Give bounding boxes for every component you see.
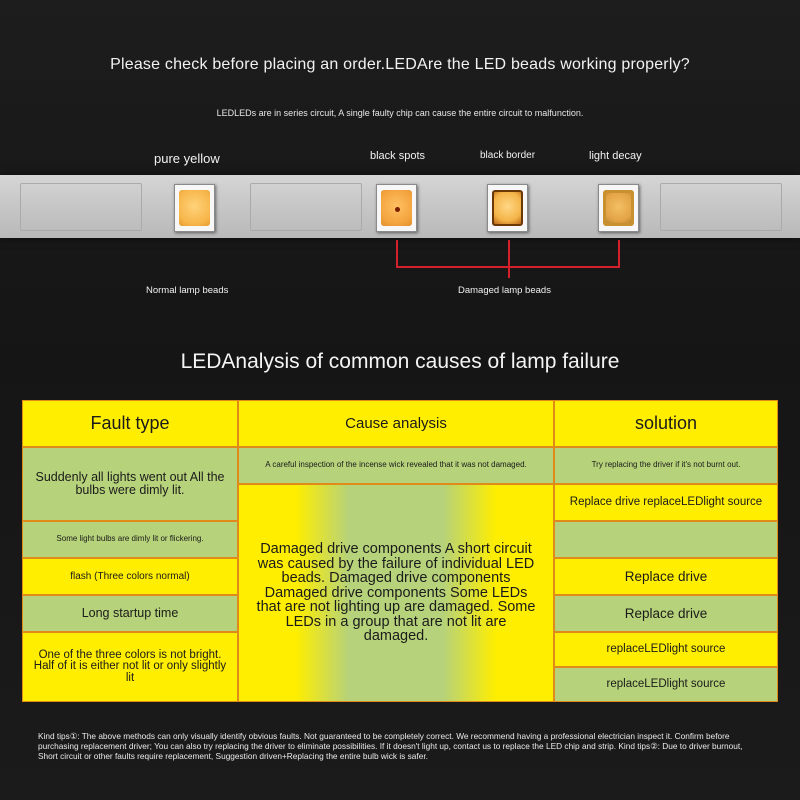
damaged-beads-note: Damaged lamp beads [458,285,551,296]
led-lens [179,190,210,226]
label-black-border: black border [480,150,536,161]
fault-cell: Long startup time [22,595,238,632]
bracket-line [508,240,510,268]
strip-trace [250,183,362,231]
fault-cell: Suddenly all lights went out All the bulbs were dimly lit. [22,447,238,521]
label-black-spots: black spots [370,150,426,162]
merged-cause-cell [238,484,554,702]
fault-cell: Some light bulbs are dimly lit or flickering. [22,521,238,558]
col-header-fault-type: Fault type [22,400,238,447]
bracket-line [618,240,620,268]
label-pure-yellow: pure yellow [154,151,220,166]
fault-table [22,400,778,702]
section-heading: LEDAnalysis of common causes of lamp failure [180,350,620,373]
cause-cell: A careful inspection of the incense wick revealed that it was not damaged. [238,447,554,484]
solution-cell: Replace drive replaceLEDlight source [554,484,778,521]
led-chip-normal [174,184,215,232]
solution-cell: Try replacing the driver if it's not burnt out. [554,447,778,484]
fault-cell: One of the three colors is not bright. Half of it is either not lit or only slightly lit [22,632,238,702]
led-lens [381,190,412,226]
col-header-cause-analysis: Cause analysis [238,400,554,447]
label-light-decay: light decay [589,150,642,162]
led-lens [492,190,523,226]
normal-beads-note: Normal lamp beads [146,285,229,296]
page-title: Please check before placing an order.LEDAre the LED beads working properly? [110,56,690,73]
page-subtitle: LEDLEDs are in series circuit, A single faulty chip can cause the entire circuit to malfunction. [216,108,584,118]
footer-tips: Kind tips①: The above methods can only visually identify obvious faults. Not guaranteed to be completely correct. We recommend having a professional electrician inspect it. Confirm before purchasing replacement driver; You can also try replacing the driver to eliminate possibilities. If it doesn't light up, contact us to replace the LED chip and strip. Kind tips②: Due to driver burnout, Short circuit or other faults require replacement, Suggestion driven+Replacing the entire bulb wick is safer. [38,731,743,761]
solution-cell [554,521,778,558]
strip-trace [660,183,782,231]
solution-cell: replaceLEDlight source [554,667,778,702]
led-chip-black-spots [376,184,417,232]
merged-cause-text: Damaged drive components A short circuit was caused by the failure of individual LED beads. Damaged drive components Damaged drive components Some LEDs that are not lighting up are damaged. Some LEDs in a group that are not lit are damaged. [256,541,536,645]
led-chip-black-border [487,184,528,232]
col-header-solution: solution [554,400,778,447]
fault-cell: flash (Three colors normal) [22,558,238,595]
solution-cell: Replace drive [554,595,778,632]
led-chip-light-decay [598,184,639,232]
bracket-line [508,266,510,278]
led-lens [603,190,634,226]
solution-cell: Replace drive [554,558,778,595]
strip-trace [20,183,142,231]
bracket-line [396,240,398,268]
solution-cell: replaceLEDlight source [554,632,778,667]
